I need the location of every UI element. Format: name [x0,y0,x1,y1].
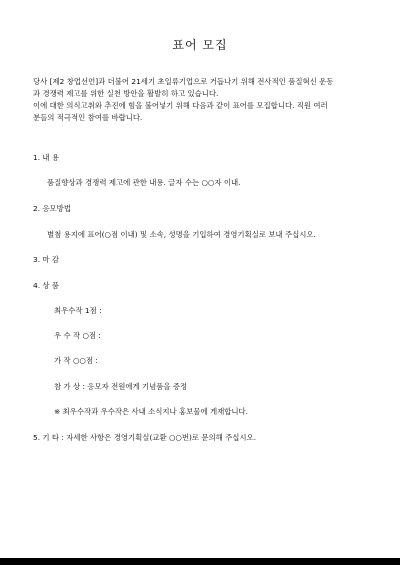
prize-best: 최우수작 1점 : [54,306,102,315]
method-body: 별첨 용지에 표어(○점 이내) 및 소속, 성명을 기입하여 경영기획실로 보내 주십시오. [47,230,316,239]
prize-participation: 참 가 상 : 응모자 전원에게 기념품을 증정 [54,382,188,391]
bottom-divider [0,558,400,565]
prize-note: ※ 최우수작과 우수작은 사내 소식지나 홍보물에 게재합니다. [54,407,248,416]
prize-good: 가 작 ○○점 : [54,356,98,365]
prize-heading: 4. 상 품 [33,281,60,290]
content-heading: 1. 내 용 [33,153,60,162]
content-body: 품질향상과 경쟁력 제고에 관한 내용. 글자 수는 ○○자 이내. [47,178,241,187]
intro-line: 이에 대한 의식고취와 추진에 힘을 불어넣기 위해 다음과 같이 표어를 모집합니다. 직원 여러 [33,101,328,110]
intro-line: 과 경쟁력 제고를 위한 실천 방안을 활발히 하고 있습니다. [33,89,219,98]
prize-excellent: 우 수 작 ○점 : [54,331,101,340]
deadline-heading: 3. 마 감 [33,255,60,264]
intro-paragraph [33,76,378,124]
etc-line: 5. 기 타 : 자세한 사항은 경영기획실(교환 ○○번)로 문의해 주십시오. [33,433,257,442]
method-heading: 2. 응모방법 [33,204,71,213]
intro-line: 당사 [제2 창업선언]과 더불어 21세기 초일류기업으로 거듭나기 위해 전사적인 품질혁신 운동 [33,77,334,86]
intro-line: 분들의 적극적인 참여를 바랍니다. [33,113,143,122]
document-title: 표어 모집 [172,38,228,52]
